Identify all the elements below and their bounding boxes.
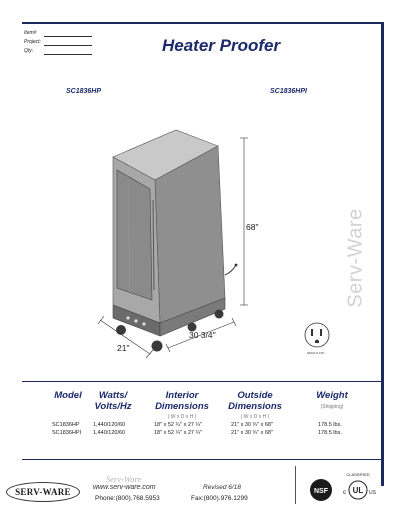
row1-outside: 21" x 30 ¾" x 68" bbox=[231, 422, 273, 428]
serv-ware-logo: SERV-WARE bbox=[6, 482, 80, 502]
ul-classified-icon bbox=[337, 469, 379, 505]
footer-website[interactable]: www.serv-ware.com bbox=[93, 484, 156, 491]
footer-divider bbox=[295, 466, 296, 504]
brand-watermark: Serv-Ware bbox=[344, 208, 367, 308]
footer-phone: Phone:(800).768.5953 bbox=[95, 495, 160, 502]
col-header-interior: Interior Dimensions bbox=[155, 390, 209, 412]
ul-text: UL bbox=[352, 486, 364, 495]
depth-dimension: 30 3/4" bbox=[189, 330, 216, 340]
row1-model: SC1836HP bbox=[52, 422, 80, 428]
row2-power: 1,440/120/60 bbox=[93, 430, 126, 436]
row2-model: SC1836HPI bbox=[52, 430, 82, 436]
subheader-outside: ( W x D x H ) bbox=[240, 414, 270, 420]
spec-divider-bottom bbox=[22, 459, 381, 460]
row2-weight: 178.5 lbs. bbox=[318, 430, 342, 436]
ul-c-text: c bbox=[343, 490, 346, 496]
qty-label: Qty: bbox=[24, 48, 34, 54]
footer-fax: Fax:(800).976.1299 bbox=[191, 495, 248, 502]
width-dimension: 21" bbox=[117, 343, 130, 353]
nsf-text: NSF bbox=[314, 488, 328, 495]
outlet-icon bbox=[303, 320, 331, 350]
row2-outside: 21" x 30 ¾" x 68" bbox=[231, 430, 273, 436]
page-title: Heater Proofer bbox=[162, 36, 281, 55]
col-header-outside: Outside Dimensions bbox=[228, 390, 282, 412]
ul-classified-text: CLASSIFIED bbox=[346, 472, 370, 477]
row1-weight: 178.5 lbs. bbox=[318, 422, 342, 428]
height-dimension: 68" bbox=[246, 222, 259, 232]
spec-divider-top bbox=[22, 381, 381, 382]
row1-interior: 18" x 52 ¼" x 27 ¼" bbox=[154, 422, 203, 428]
footer-script-watermark: Serv-Ware bbox=[106, 474, 142, 484]
row2-interior: 18" x 52 ¼" x 27 ¼" bbox=[154, 430, 203, 436]
model-label-left: SC1836HP bbox=[66, 88, 102, 95]
item-label: Item# bbox=[24, 30, 37, 36]
footer-revised: Revised 6/18 bbox=[203, 484, 241, 491]
col-header-power: Watts/ Volts/Hz bbox=[94, 390, 132, 412]
outlet-label: NEMA 5-15P bbox=[307, 351, 325, 355]
model-label-right: SC1836HPI bbox=[270, 88, 307, 95]
row1-power: 1,440/120/60 bbox=[93, 422, 126, 428]
col-header-weight: Weight bbox=[316, 390, 348, 401]
subheader-interior: ( W x D x H ) bbox=[167, 414, 197, 420]
subheader-weight: (Shipping) bbox=[320, 404, 344, 410]
nsf-icon bbox=[309, 478, 333, 502]
project-label: Project: bbox=[24, 39, 41, 45]
col-header-model: Model bbox=[54, 390, 82, 401]
ul-us-text: US bbox=[369, 490, 376, 496]
